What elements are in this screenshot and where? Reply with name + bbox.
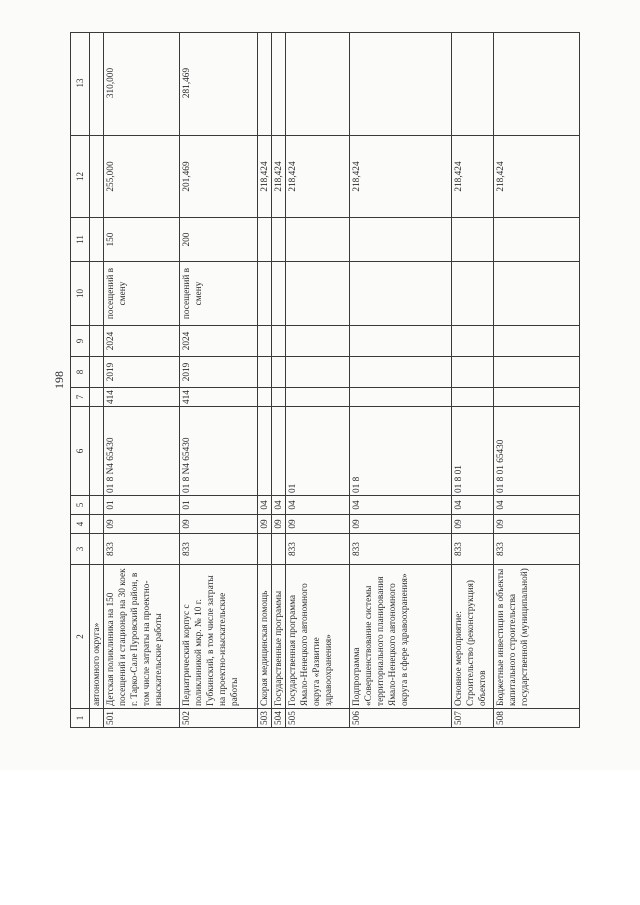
- cell-col10: [286, 261, 349, 325]
- document-page: [50, 20, 590, 740]
- cell-col12: [90, 135, 103, 217]
- column-header: 6: [71, 406, 89, 495]
- cell-col4: 09: [180, 514, 257, 533]
- column-header: 9: [71, 325, 89, 356]
- cell-col3: 833: [180, 533, 257, 564]
- cell-col5: 04: [272, 495, 285, 514]
- table-row: [180, 33, 258, 727]
- cell-col3: 833: [452, 533, 493, 564]
- row-number: 508: [494, 708, 580, 727]
- row-name: автономного округа»: [90, 564, 103, 708]
- cell-col11: [350, 217, 451, 261]
- row-name: Подпрограмма «Совершенствование системы территориального планирования Ямало-Ненецкого автономного округа в сфере здравоохранения»: [350, 564, 451, 708]
- cell-col7: [452, 387, 493, 406]
- cell-col9: 2024: [104, 325, 179, 356]
- column-header: 7: [71, 387, 89, 406]
- column-header: 13: [75, 78, 85, 88]
- budget-table: [70, 32, 580, 728]
- row-name: Бюджетные инвестиции в объекты капитального строительства государственной (муниципальной): [494, 564, 580, 708]
- cell-col7: [350, 387, 451, 406]
- cell-col5: 01: [104, 495, 179, 514]
- cell-col4: 09: [350, 514, 451, 533]
- cell-col3: 833: [104, 533, 179, 564]
- row-name: Детская поликлиника на 150 посещений и стационар на 30 коек г. Тарко-Сале Пуровский район, в том числе затраты на проектно-изыскательские работы: [104, 564, 179, 708]
- cell-col12: 201,469: [180, 135, 257, 217]
- cell-col12: 218,424: [286, 135, 349, 217]
- cell-col8: [350, 356, 451, 387]
- cell-col8: [286, 356, 349, 387]
- cell-col5: [90, 495, 103, 514]
- table-row: [286, 33, 350, 727]
- column-header: 3: [71, 533, 89, 564]
- cell-col4: 09: [104, 514, 179, 533]
- cell-col12: 218,424: [272, 135, 285, 217]
- table-row: [90, 33, 104, 727]
- cell-col4: 09: [452, 514, 493, 533]
- cell-col9: [350, 325, 451, 356]
- cell-col6: 01: [286, 406, 349, 495]
- cell-col10: [258, 261, 271, 325]
- cell-col7: [494, 387, 580, 406]
- cell-col5: 04: [258, 495, 271, 514]
- cell-col7: [90, 387, 103, 406]
- row-name: Педиатрический корпус с поликлиникой мкр. № 10 г. Губкинский, в том числе затраты на проектно-изыскательские работы: [180, 564, 257, 708]
- cell-col10: [272, 261, 285, 325]
- cell-col3: 833: [350, 533, 451, 564]
- row-name: Основное мероприятие: Строительство (реконструкция) объектов: [452, 564, 493, 708]
- cell-col6: [272, 406, 285, 495]
- cell-col6: 01 8 N4 65430: [104, 406, 179, 495]
- table-row: [258, 33, 272, 727]
- cell-col11: [494, 217, 580, 261]
- column-header: 2: [71, 564, 89, 708]
- cell-col7: 414: [180, 387, 257, 406]
- cell-col13: [272, 31, 285, 135]
- table-row: [104, 33, 180, 727]
- cell-col5: 04: [452, 495, 493, 514]
- cell-col10: [494, 261, 580, 325]
- cell-col8: [452, 356, 493, 387]
- cell-col7: [286, 387, 349, 406]
- cell-col13: [286, 31, 349, 135]
- column-header: 10: [71, 261, 89, 325]
- cell-col4: 09: [272, 514, 285, 533]
- cell-col6: 01 8 01 65430: [494, 406, 580, 495]
- table-row: [272, 33, 286, 727]
- table-header-row: [71, 33, 90, 727]
- cell-col7: [258, 387, 271, 406]
- cell-col13: [494, 31, 580, 135]
- table-row: [350, 33, 452, 727]
- cell-col13: 281,469: [182, 67, 192, 99]
- row-number: 501: [104, 708, 179, 727]
- cell-col10: посещений в смену: [104, 261, 179, 325]
- cell-col6: [90, 406, 103, 495]
- cell-col11: [286, 217, 349, 261]
- row-number: 504: [272, 708, 285, 727]
- cell-col5: 04: [350, 495, 451, 514]
- cell-col11: [258, 217, 271, 261]
- cell-col3: 833: [494, 533, 580, 564]
- row-name: Государственная программа Ямало-Ненецкого автономного округа «Развитие здравоохранения»: [286, 564, 349, 708]
- cell-col12: 218,424: [258, 135, 271, 217]
- page-number: 198: [52, 371, 66, 389]
- cell-col12: 218,424: [494, 135, 580, 217]
- row-name: Государственные программы: [272, 564, 285, 708]
- column-header: 1: [71, 708, 89, 727]
- cell-col6: [258, 406, 271, 495]
- cell-col10: посещений в смену: [180, 261, 257, 325]
- cell-col5: 01: [180, 495, 257, 514]
- cell-col10: [452, 261, 493, 325]
- row-number: 503: [258, 708, 271, 727]
- row-number: [90, 708, 103, 727]
- cell-col4: [90, 514, 103, 533]
- cell-col13: [350, 31, 451, 135]
- cell-col3: 833: [286, 533, 349, 564]
- column-header: 5: [71, 495, 89, 514]
- column-header: 11: [71, 217, 89, 261]
- cell-col3: [272, 533, 285, 564]
- table-row: [494, 33, 580, 727]
- cell-col8: [90, 356, 103, 387]
- cell-col9: [272, 325, 285, 356]
- cell-col13: [258, 31, 271, 135]
- cell-col6: 01 8 01: [452, 406, 493, 495]
- cell-col8: [272, 356, 285, 387]
- cell-col3: [90, 533, 103, 564]
- column-header: 8: [71, 356, 89, 387]
- cell-col8: [494, 356, 580, 387]
- cell-col11: [90, 217, 103, 261]
- cell-col11: 150: [104, 217, 179, 261]
- table-row: [452, 33, 494, 727]
- cell-col7: 414: [104, 387, 179, 406]
- cell-col13: [90, 31, 103, 135]
- cell-col11: [452, 217, 493, 261]
- cell-col6: 01 8 N4 65430: [180, 406, 257, 495]
- cell-col4: 09: [494, 514, 580, 533]
- cell-col9: [258, 325, 271, 356]
- row-number: 506: [350, 708, 451, 727]
- cell-col7: [272, 387, 285, 406]
- cell-col11: 200: [180, 217, 257, 261]
- cell-col11: [272, 217, 285, 261]
- cell-col12: 218,424: [452, 135, 493, 217]
- row-name: Скорая медицинская помощь: [258, 564, 271, 708]
- cell-col13: 310,000: [106, 67, 116, 99]
- cell-col9: [90, 325, 103, 356]
- cell-col10: [350, 261, 451, 325]
- row-number: 505: [286, 708, 349, 727]
- cell-col9: 2024: [180, 325, 257, 356]
- cell-col9: [286, 325, 349, 356]
- cell-col4: 09: [258, 514, 271, 533]
- cell-col8: [258, 356, 271, 387]
- cell-col13: [452, 31, 493, 135]
- row-number: 502: [180, 708, 257, 727]
- cell-col6: 01 8: [350, 406, 451, 495]
- cell-col10: [90, 261, 103, 325]
- cell-col12: 218,424: [350, 135, 451, 217]
- cell-col9: [494, 325, 580, 356]
- cell-col4: 09: [286, 514, 349, 533]
- cell-col3: [258, 533, 271, 564]
- column-header: 4: [71, 514, 89, 533]
- cell-col5: 04: [494, 495, 580, 514]
- cell-col9: [452, 325, 493, 356]
- column-header: 12: [71, 135, 89, 217]
- cell-col12: 255,000: [104, 135, 179, 217]
- cell-col5: 04: [286, 495, 349, 514]
- cell-col8: 2019: [104, 356, 179, 387]
- row-number: 507: [452, 708, 493, 727]
- cell-col8: 2019: [180, 356, 257, 387]
